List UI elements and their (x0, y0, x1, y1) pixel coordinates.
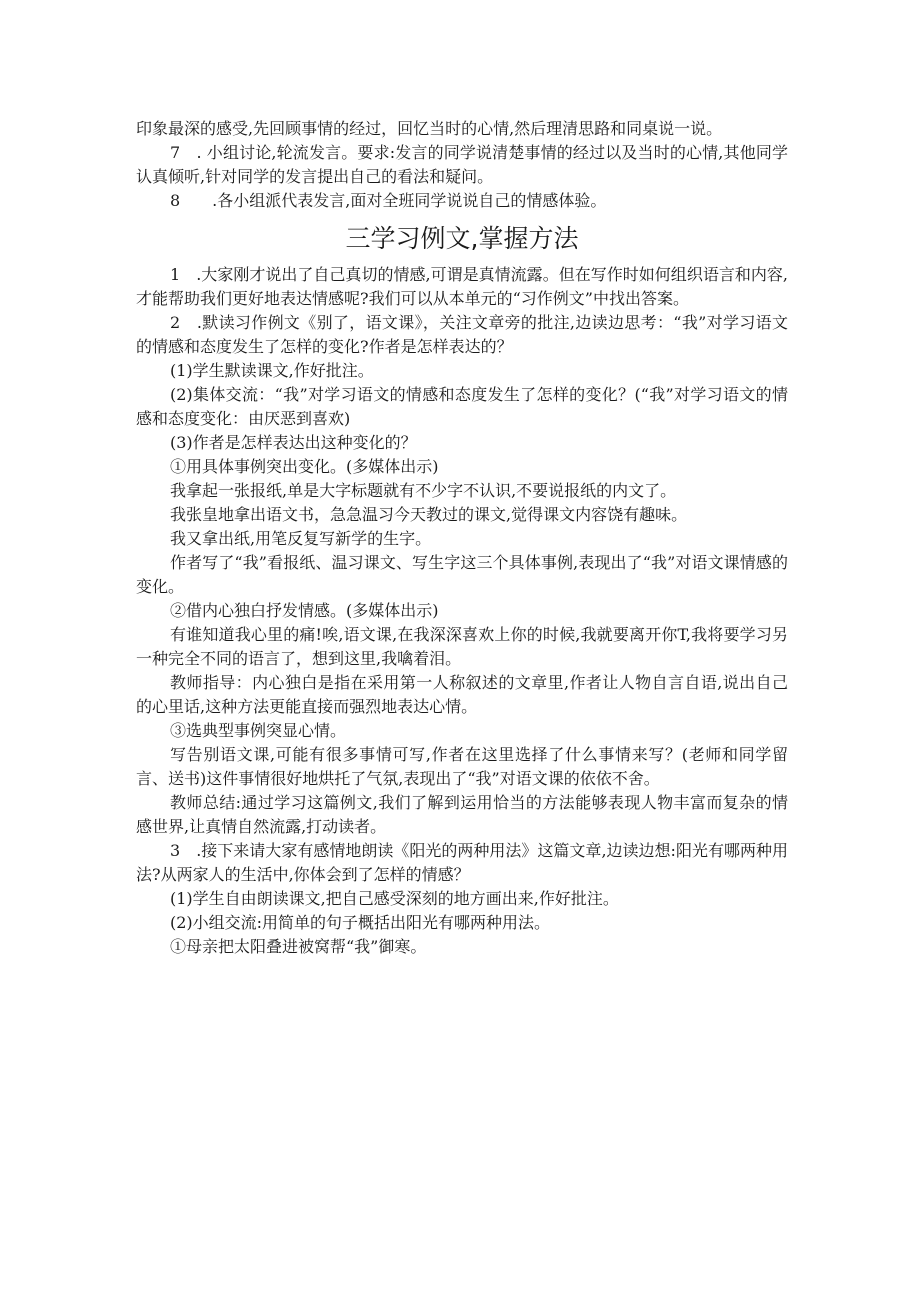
paragraph-sub-2: (2)集体交流：“我”对学习语文的情感和态度发生了怎样的变化？(“我”对学习语文的情感和态度变化：由厌恶到喜欢) (136, 385, 788, 428)
paragraph-example: 写告别语文课,可能有很多事情可写,作者在这里选择了什么事情来写？(老师和同学留言、送书)这件事情很好地烘托了气氛,表现出了“我”对语文课的依依不舍。 (136, 745, 788, 788)
paragraph-step-8: 8 .各小组派代表发言,面对全班同学说说自己的情感体验。 (170, 191, 607, 210)
paragraph-quote-2: 我张皇地拿出语文书，急急温习今天教过的课文,觉得课文内容饶有趣味。 (170, 505, 688, 524)
paragraph-sub-1b: (1)学生自由朗读课文,把自己感受深刻的地方画出来,作好批注。 (170, 889, 619, 908)
paragraph-point-1: ①用具体事例突出变化。(多媒体出示) (170, 457, 439, 476)
paragraph-point-1b: ①母亲把太阳叠进被窝帮“我”御寒。 (170, 937, 427, 956)
paragraph-sub-1: (1)学生默读课文,作好批注。 (170, 361, 374, 380)
paragraph-point-3: ③选典型事例突显心情。 (170, 721, 347, 740)
paragraph-sub-3: (3)作者是怎样表达出这种变化的？ (170, 433, 417, 452)
paragraph-teacher-guide: 教师指导：内心独白是指在采用第一人称叙述的文章里,作者让人物自言自语,说出自己的心里话,这种方法更能直接而强烈地表达心情。 (136, 673, 788, 716)
paragraph-quote-4: 有谁知道我心里的痛!唉,语文课,在我深深喜欢上你的时候,我就要离开你T,我将要学习另一种完全不同的语言了，想到这里,我噙着泪。 (136, 625, 788, 668)
paragraph-point-2: ②借内心独白抒发情感。(多媒体出示) (170, 601, 439, 620)
paragraph-step-7: 7 . 小组讨论,轮流发言。要求:发言的同学说清楚事情的经过以及当时的心情,其他同学认真倾听,针对同学的发言提出自己的看法和疑问。 (136, 143, 788, 186)
section-title: 三学习例文,掌握方法 (345, 224, 579, 253)
paragraph-step-3: 3 .接下来请大家有感情地朗读《阳光的两种用法》这篇文章,边读边想:阳光有哪两种用法?从两家人的生活中,你体会到了怎样的情感？ (136, 841, 788, 884)
paragraph-step-2: 2 .默读习作例文《别了，语文课》，关注文章旁的批注,边读边思考：“我”对学习语文的情感和态度发生了怎样的变化?作者是怎样表达的？ (136, 313, 788, 356)
paragraph-step-1: 1 .大家刚才说出了自己真切的情感,可谓是真情流露。但在写作时如何组织语言和内容,才能帮助我们更好地表达情感呢?我们可以从本单元的“习作例文”中找出答案。 (136, 265, 788, 308)
paragraph-quote-1: 我拿起一张报纸,单是大字标题就有不少字不认识,不要说报纸的内文了。 (170, 481, 677, 500)
paragraph-continued: 印象最深的感受,先回顾事情的经过，回忆当时的心情,然后理清思路和同桌说一说。 (136, 119, 723, 138)
paragraph-summary-1: 作者写了“我”看报纸、温习课文、写生字这三个具体事例,表现出了“我”对语文课情感的变化。 (136, 553, 788, 596)
paragraph-quote-3: 我又拿出纸,用笔反复写新学的生字。 (170, 529, 432, 548)
paragraph-sub-2b: (2)小组交流:用简单的句子概括出阳光有哪两种用法。 (170, 913, 551, 932)
paragraph-teacher-summary: 教师总结:通过学习这篇例文,我们了解到运用恰当的方法能够表现人物丰富而复杂的情感世界,让真情自然流露,打动读者。 (136, 793, 788, 836)
document-body (136, 117, 788, 959)
